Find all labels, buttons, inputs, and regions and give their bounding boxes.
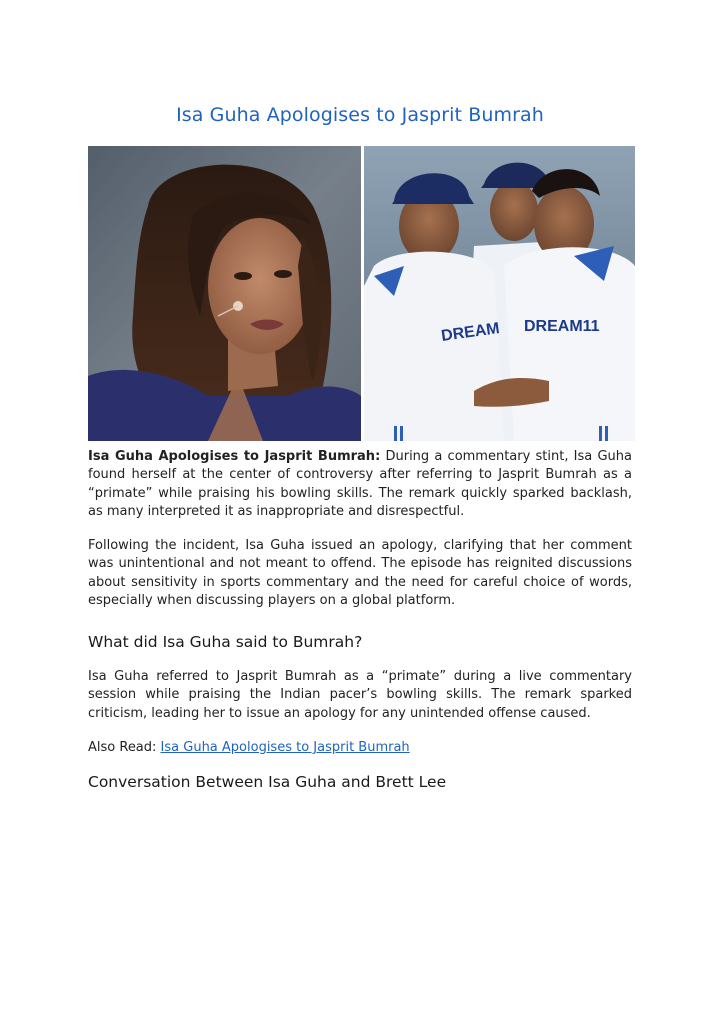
- jersey-text-left: DREAM: [440, 319, 501, 345]
- hero-image-left-commentator: [88, 146, 361, 441]
- intro-paragraph: [88, 448, 632, 521]
- apology-paragraph: Following the incident, Isa Guha issued an apology, clarifying that her comment was unintentional and not meant to offend. The episode has reignited discussions about sensitivity in sports commentary and the need for careful choice of words, especially when discussing players on a global platform.: [88, 538, 632, 608]
- jersey-text-right: DREAM11: [524, 318, 600, 335]
- also-read-line: [88, 739, 632, 757]
- intro-text: During a commentary stint, Isa Guha found herself at the center of controversy after referring to Jasprit Bumrah as a “primate” while praising his bowling skills. The remark quickly sparked backlash, as many interpreted it as inappropriate and disrespectful.: [88, 449, 632, 519]
- intro-lead: Isa Guha Apologises to Jasprit Bumrah:: [88, 449, 381, 464]
- also-read-label: Also Read:: [88, 740, 161, 755]
- section-heading-conversation: Conversation Between Isa Guha and Brett Lee: [88, 773, 447, 791]
- hero-image: [88, 146, 635, 441]
- also-read-link[interactable]: Isa Guha Apologises to Jasprit Bumrah: [160, 740, 410, 755]
- what-said-paragraph: Isa Guha referred to Jasprit Bumrah as a “primate” during a live commentary session while praising the Indian pacer’s bowling skills. The remark sparked criticism, leading her to issue an apology for any unintended offense caused.: [88, 669, 632, 721]
- article-title: Isa Guha Apologises to Jasprit Bumrah: [176, 104, 544, 126]
- hero-image-right-players: [364, 146, 635, 441]
- section-heading-what-said: What did Isa Guha said to Bumrah?: [88, 633, 363, 651]
